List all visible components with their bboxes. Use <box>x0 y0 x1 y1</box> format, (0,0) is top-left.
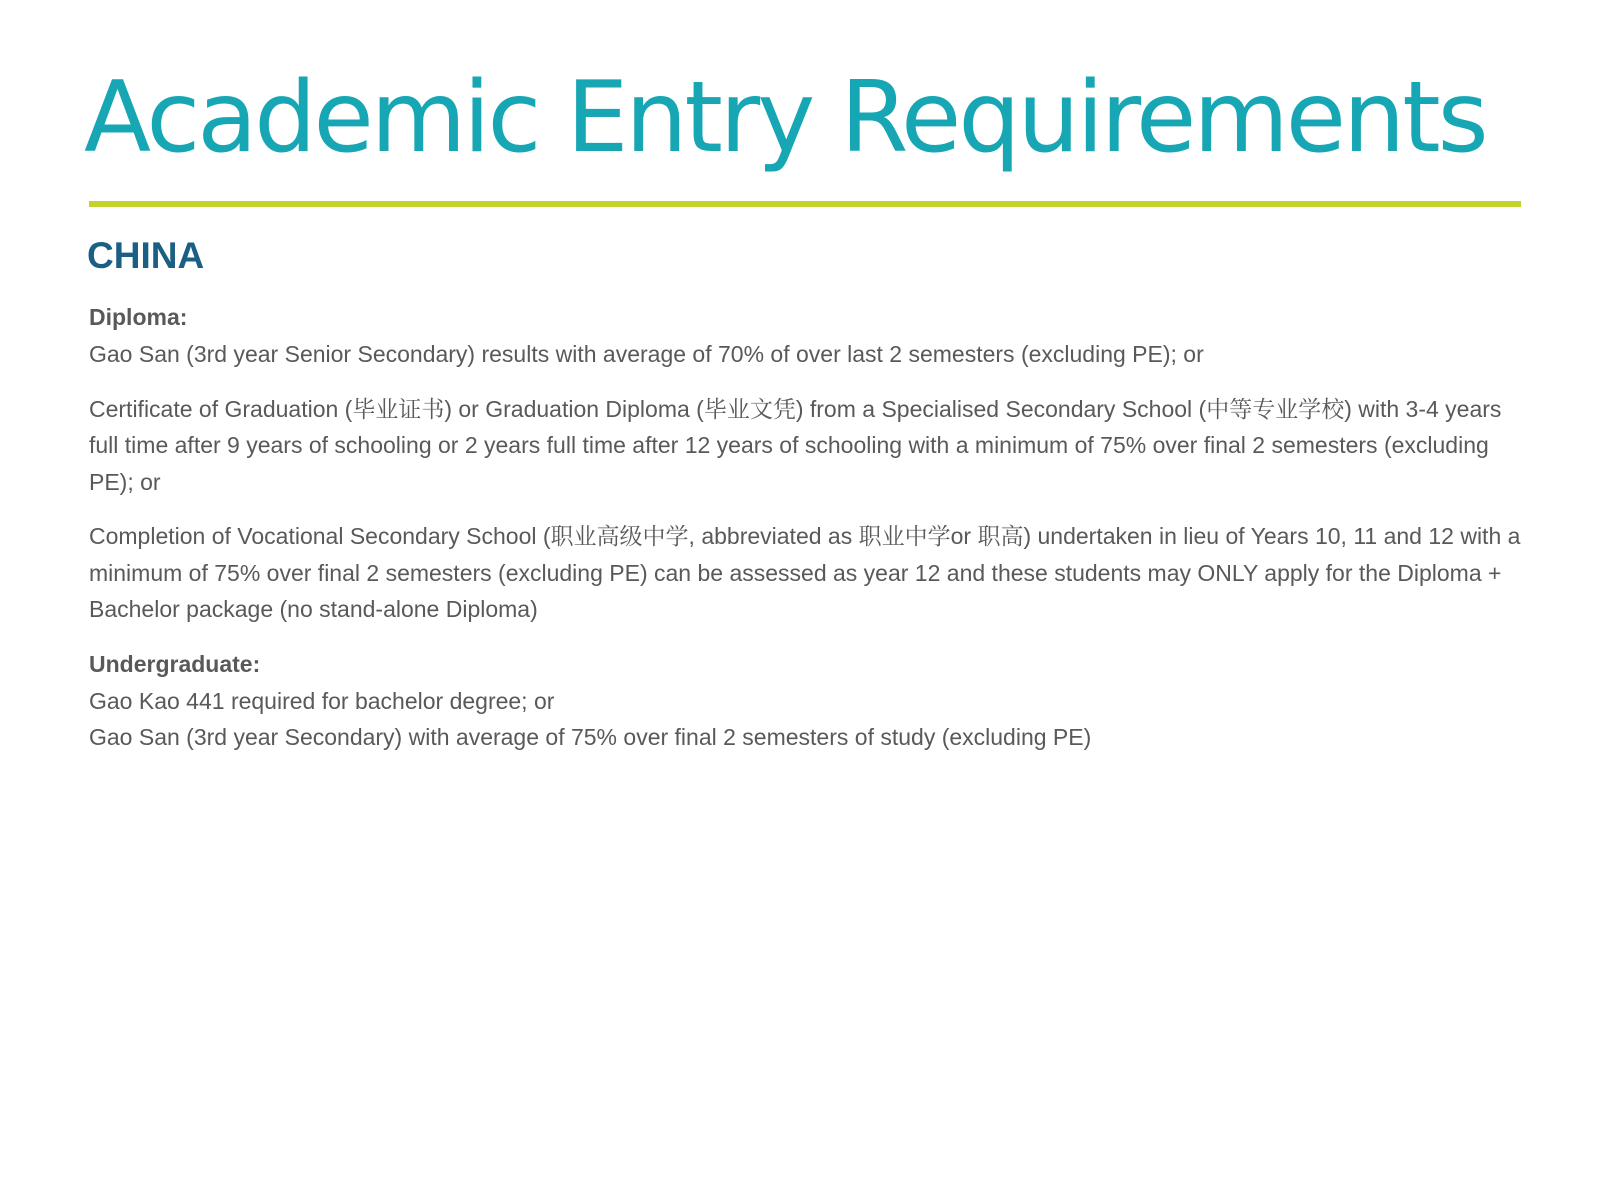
requirements-content <box>89 234 1529 756</box>
undergraduate-heading: Undergraduate: <box>89 650 261 677</box>
diploma-requirement-specialised-secondary: Certificate of Graduation (毕业证书) or Graduation Diploma (毕业文凭) from a Specialised Secondary School (中等专业学校) with 3-4 years full time after 9 years of schooling or 2 years full time after 12 years of schooling with a minimum of 75% over final 2 semesters (excluding PE); or <box>89 395 1502 495</box>
undergraduate-requirement-gao-san: Gao San (3rd year Secondary) with average of 75% over final 2 semesters of study (excluding PE) <box>89 724 1092 751</box>
undergraduate-requirement-gao-kao: Gao Kao 441 required for bachelor degree; or <box>89 687 555 714</box>
title-divider <box>89 201 1521 207</box>
diploma-section <box>89 299 1529 628</box>
page-title: Academic Entry Requirements <box>84 61 1486 175</box>
diploma-requirement-gao-san: Gao San (3rd year Senior Secondary) results with average of 70% of over last 2 semesters (excluding PE); or <box>89 341 1204 368</box>
country-heading: CHINA <box>87 235 205 276</box>
diploma-requirement-vocational-secondary: Completion of Vocational Secondary School (职业高级中学, abbreviated as 职业中学or 职高) undertaken in lieu of Years 10, 11 and 12 with a minimum of 75% over final 2 semesters (excluding PE) can be assessed as year 12 and these students may ONLY apply for the Diploma + Bachelor package (no stand-alone Diploma) <box>89 523 1521 623</box>
undergraduate-section <box>89 646 1529 756</box>
diploma-heading: Diploma: <box>89 304 188 331</box>
